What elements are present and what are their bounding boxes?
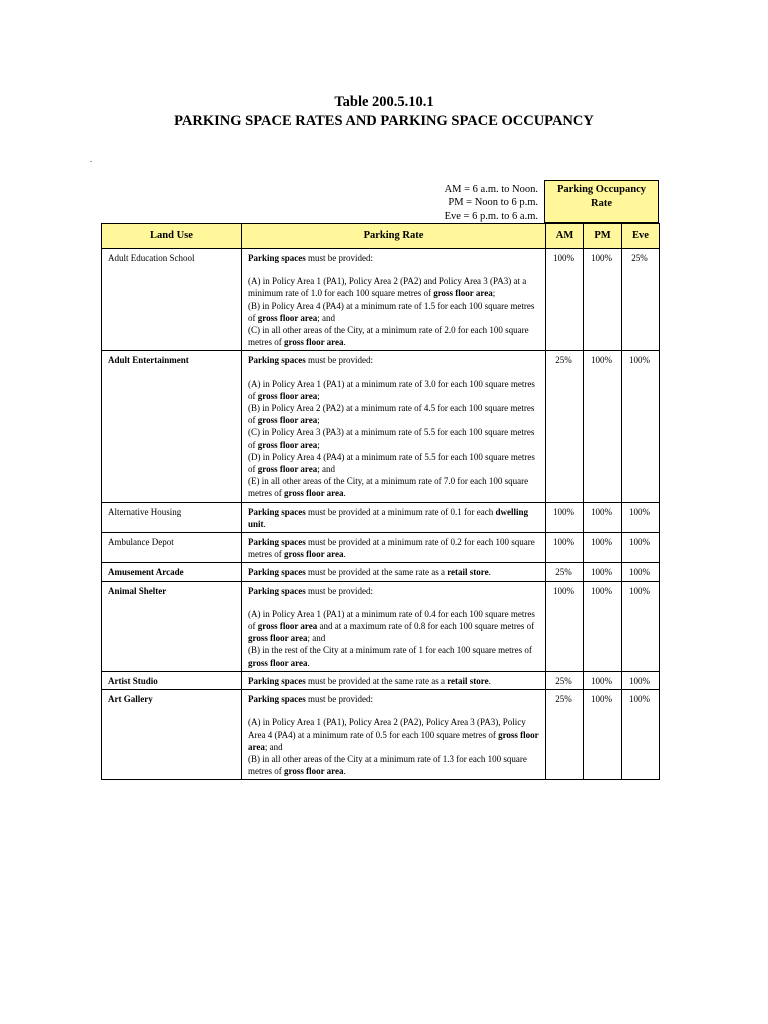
rate-text: . [343, 766, 346, 777]
table-row [102, 671, 660, 689]
defined-term: gross floor area [248, 729, 539, 752]
rate-text: and at a maximum rate of 0.8 for each 100 square metres of [317, 621, 535, 632]
defined-term: Parking spaces [248, 567, 306, 578]
rate-clause [248, 451, 542, 475]
rate-text: must be provided: [305, 355, 374, 366]
defined-term: retail store [447, 675, 489, 686]
rate-clause [248, 300, 542, 324]
rate-text: (A) in Policy Area 1 (PA1) at a minimum rate of 0.4 for each 100 square metres of [248, 608, 535, 632]
rate-clause [248, 716, 542, 753]
table-row [102, 249, 660, 351]
rate-text: must be provided at a minimum rate of 0.1 for each [305, 506, 496, 517]
rate-clause [248, 324, 542, 348]
pm-header: PM [584, 224, 622, 249]
am-occupancy-cell: 25% [546, 563, 584, 581]
table-row [102, 581, 660, 671]
land-use-cell: Ambulance Depot [102, 533, 242, 563]
land-use-cell: Adult Education School [102, 249, 242, 351]
table-row [102, 563, 660, 581]
parking-table [101, 223, 660, 780]
rate-text: . [343, 549, 346, 560]
rate-intro [248, 252, 542, 264]
am-occupancy-cell: 25% [546, 671, 584, 689]
defined-term: gross floor area [257, 464, 318, 475]
land-use-cell: Adult Entertainment [102, 351, 242, 502]
defined-term: gross floor area [433, 288, 493, 299]
land-use-cell: Animal Shelter [102, 581, 242, 671]
land-use-cell: Alternative Housing [102, 502, 242, 532]
table-row [102, 533, 660, 563]
rate-text: (B) in all other areas of the City at a minimum rate of 1.3 for each 100 square metres of [248, 753, 527, 777]
rate-text: ; [317, 439, 320, 450]
eve-occupancy-cell: 100% [622, 581, 660, 671]
legend-am: AM = 6 a.m. to Noon. [444, 184, 538, 195]
eve-occupancy-cell: 100% [622, 690, 660, 780]
am-occupancy-cell: 100% [546, 249, 584, 351]
legend-eve: Eve = 6 p.m. to 6 a.m. [444, 210, 538, 222]
table-row [102, 690, 660, 780]
rate-intro [248, 566, 542, 578]
pm-occupancy-cell: 100% [584, 533, 622, 563]
rate-text: ; and [317, 464, 335, 475]
rate-clause [248, 275, 542, 299]
rate-intro [248, 354, 542, 366]
parking-rate-cell [242, 671, 546, 689]
time-legend [330, 183, 538, 223]
defined-term: gross floor area [284, 337, 344, 348]
legend-pm: PM = Noon to 6 p.m. [448, 197, 538, 209]
am-occupancy-cell: 100% [546, 581, 584, 671]
defined-term: Parking spaces [248, 537, 306, 548]
defined-term: gross floor area [284, 549, 344, 560]
am-header: AM [546, 224, 584, 249]
defined-term: gross floor area [284, 488, 344, 499]
rate-clause [248, 426, 542, 450]
rate-text: must be provided: [305, 253, 374, 263]
rate-intro [248, 675, 542, 687]
parking-rate-cell [242, 249, 546, 351]
rate-text: ; [317, 390, 320, 401]
rate-text: (A) in Policy Area 1 (PA1), Policy Area 2 (PA2), Policy Area 3 (PA3), Policy Area 4 (PA4) at a minimum rate of 0.5 for each 100 square metres of [248, 717, 526, 740]
defined-term: gross floor area [248, 633, 308, 644]
rate-text: (C) in all other areas of the City, at a minimum rate of 2.0 for each 100 square metres of [248, 325, 529, 348]
eve-occupancy-cell: 100% [622, 351, 660, 502]
parking-rate-cell [242, 351, 546, 502]
rate-clause [248, 475, 542, 499]
pm-occupancy-cell: 100% [584, 249, 622, 351]
defined-term: gross floor area [257, 390, 318, 401]
defined-term: retail store [447, 567, 489, 578]
rate-text: ; and [307, 633, 326, 644]
eve-occupancy-cell: 100% [622, 502, 660, 532]
eve-occupancy-cell: 25% [622, 249, 660, 351]
land-use-cell: Art Gallery [102, 690, 242, 780]
rate-clause [248, 644, 542, 668]
rate-text: (C) in Policy Area 3 (PA3) at a minimum rate of 5.5 for each 100 square metres of [248, 427, 535, 450]
pm-occupancy-cell: 100% [584, 690, 622, 780]
am-occupancy-cell: 100% [546, 533, 584, 563]
defined-term: Parking spaces [248, 585, 306, 596]
land-use-cell: Amusement Arcade [102, 563, 242, 581]
defined-term: Parking spaces [248, 253, 306, 263]
rate-text: . [343, 337, 346, 348]
table-number: Table 200.5.10.1 [334, 94, 434, 110]
paragraph-gap [248, 367, 542, 378]
defined-term: gross floor area [257, 439, 318, 450]
rate-text: ; [492, 288, 496, 299]
rate-clause [248, 378, 542, 402]
rate-intro [248, 585, 542, 597]
am-occupancy-cell: 25% [546, 690, 584, 780]
rate-intro [248, 536, 542, 560]
defined-term: dwelling unit [248, 506, 528, 529]
pm-occupancy-cell: 100% [584, 351, 622, 502]
pm-occupancy-cell: 100% [584, 671, 622, 689]
parking-rate-cell [242, 502, 546, 532]
parking-rate-header: Parking Rate [242, 224, 546, 249]
table-header-row [102, 224, 660, 249]
rate-intro [248, 693, 542, 705]
rate-clause [248, 753, 542, 777]
rate-text: must be provided: [305, 694, 374, 705]
rate-clause [248, 402, 542, 426]
eve-header: Eve [622, 224, 660, 249]
paragraph-gap [248, 264, 542, 275]
defined-term: gross floor area [257, 312, 318, 323]
defined-term: gross floor area [257, 415, 318, 426]
table-row [102, 502, 660, 532]
rate-intro [248, 506, 542, 530]
am-occupancy-cell: 25% [546, 351, 584, 502]
rate-text: ; [317, 415, 320, 426]
parking-rate-cell [242, 690, 546, 780]
rate-text: . [488, 675, 491, 686]
paragraph-gap [248, 705, 542, 716]
am-occupancy-cell: 100% [546, 502, 584, 532]
rate-text: . [343, 488, 346, 499]
defined-term: Parking spaces [248, 355, 306, 366]
land-use-header: Land Use [102, 224, 242, 249]
rate-text: ; and [264, 741, 283, 752]
rate-text: must be provided: [305, 585, 374, 596]
land-use-cell: Artist Studio [102, 671, 242, 689]
eve-occupancy-cell: 100% [622, 533, 660, 563]
pm-occupancy-cell: 100% [584, 563, 622, 581]
parking-rate-cell [242, 563, 546, 581]
rate-text: . [263, 518, 266, 529]
rate-text: (B) in the rest of the City at a minimum rate of 1 for each 100 square metres of [248, 645, 532, 656]
eve-occupancy-cell: 100% [622, 671, 660, 689]
defined-term: gross floor area [257, 621, 318, 632]
pm-occupancy-cell: 100% [584, 502, 622, 532]
parking-rate-cell [242, 533, 546, 563]
occupancy-rate-header [544, 180, 659, 223]
defined-term: gross floor area [248, 657, 308, 668]
rate-text: (A) in Policy Area 1 (PA1) at a minimum rate of 3.0 for each 100 square metres of [248, 378, 535, 401]
rate-text: must be provided at the same rate as a [305, 675, 448, 686]
defined-term: Parking spaces [248, 506, 306, 517]
parking-rate-cell [242, 581, 546, 671]
rate-text: (D) in Policy Area 4 (PA4) at a minimum rate of 5.5 for each 100 square metres of [248, 451, 535, 475]
pm-occupancy-cell: 100% [584, 581, 622, 671]
rate-text: must be provided at the same rate as a [305, 567, 448, 578]
rate-clause [248, 608, 542, 645]
eve-occupancy-cell: 100% [622, 563, 660, 581]
rate-text: (A) in Policy Area 1 (PA1), Policy Area 2 (PA2) and Policy Area 3 (PA3) at a minimum rate of 1.0 for each 100 square metres of [248, 276, 527, 299]
defined-term: Parking spaces [248, 675, 306, 686]
rate-text: ; and [317, 312, 335, 323]
paragraph-gap [248, 597, 542, 608]
occupancy-header-line2: Rate [591, 197, 612, 209]
rate-text: (E) in all other areas of the City, at a minimum rate of 7.0 for each 100 square metres of [248, 476, 529, 499]
rate-text: . [488, 567, 491, 578]
rate-text: (B) in Policy Area 2 (PA2) at a minimum rate of 4.5 for each 100 square metres of [248, 403, 535, 426]
occupancy-header-line1: Parking Occupancy [557, 184, 646, 195]
defined-term: Parking spaces [248, 694, 306, 705]
rate-text: (B) in Policy Area 4 (PA4) at a minimum rate of 1.5 for each 100 square metres of [248, 300, 535, 323]
defined-term: gross floor area [284, 766, 344, 777]
stray-mark: . [90, 155, 92, 164]
rate-text: . [307, 657, 310, 668]
table-row [102, 351, 660, 502]
table-title: PARKING SPACE RATES AND PARKING SPACE OCCUPANCY [174, 113, 594, 129]
rate-text: must be provided at a minimum rate of 0.2 for each 100 square metres of [248, 537, 535, 560]
